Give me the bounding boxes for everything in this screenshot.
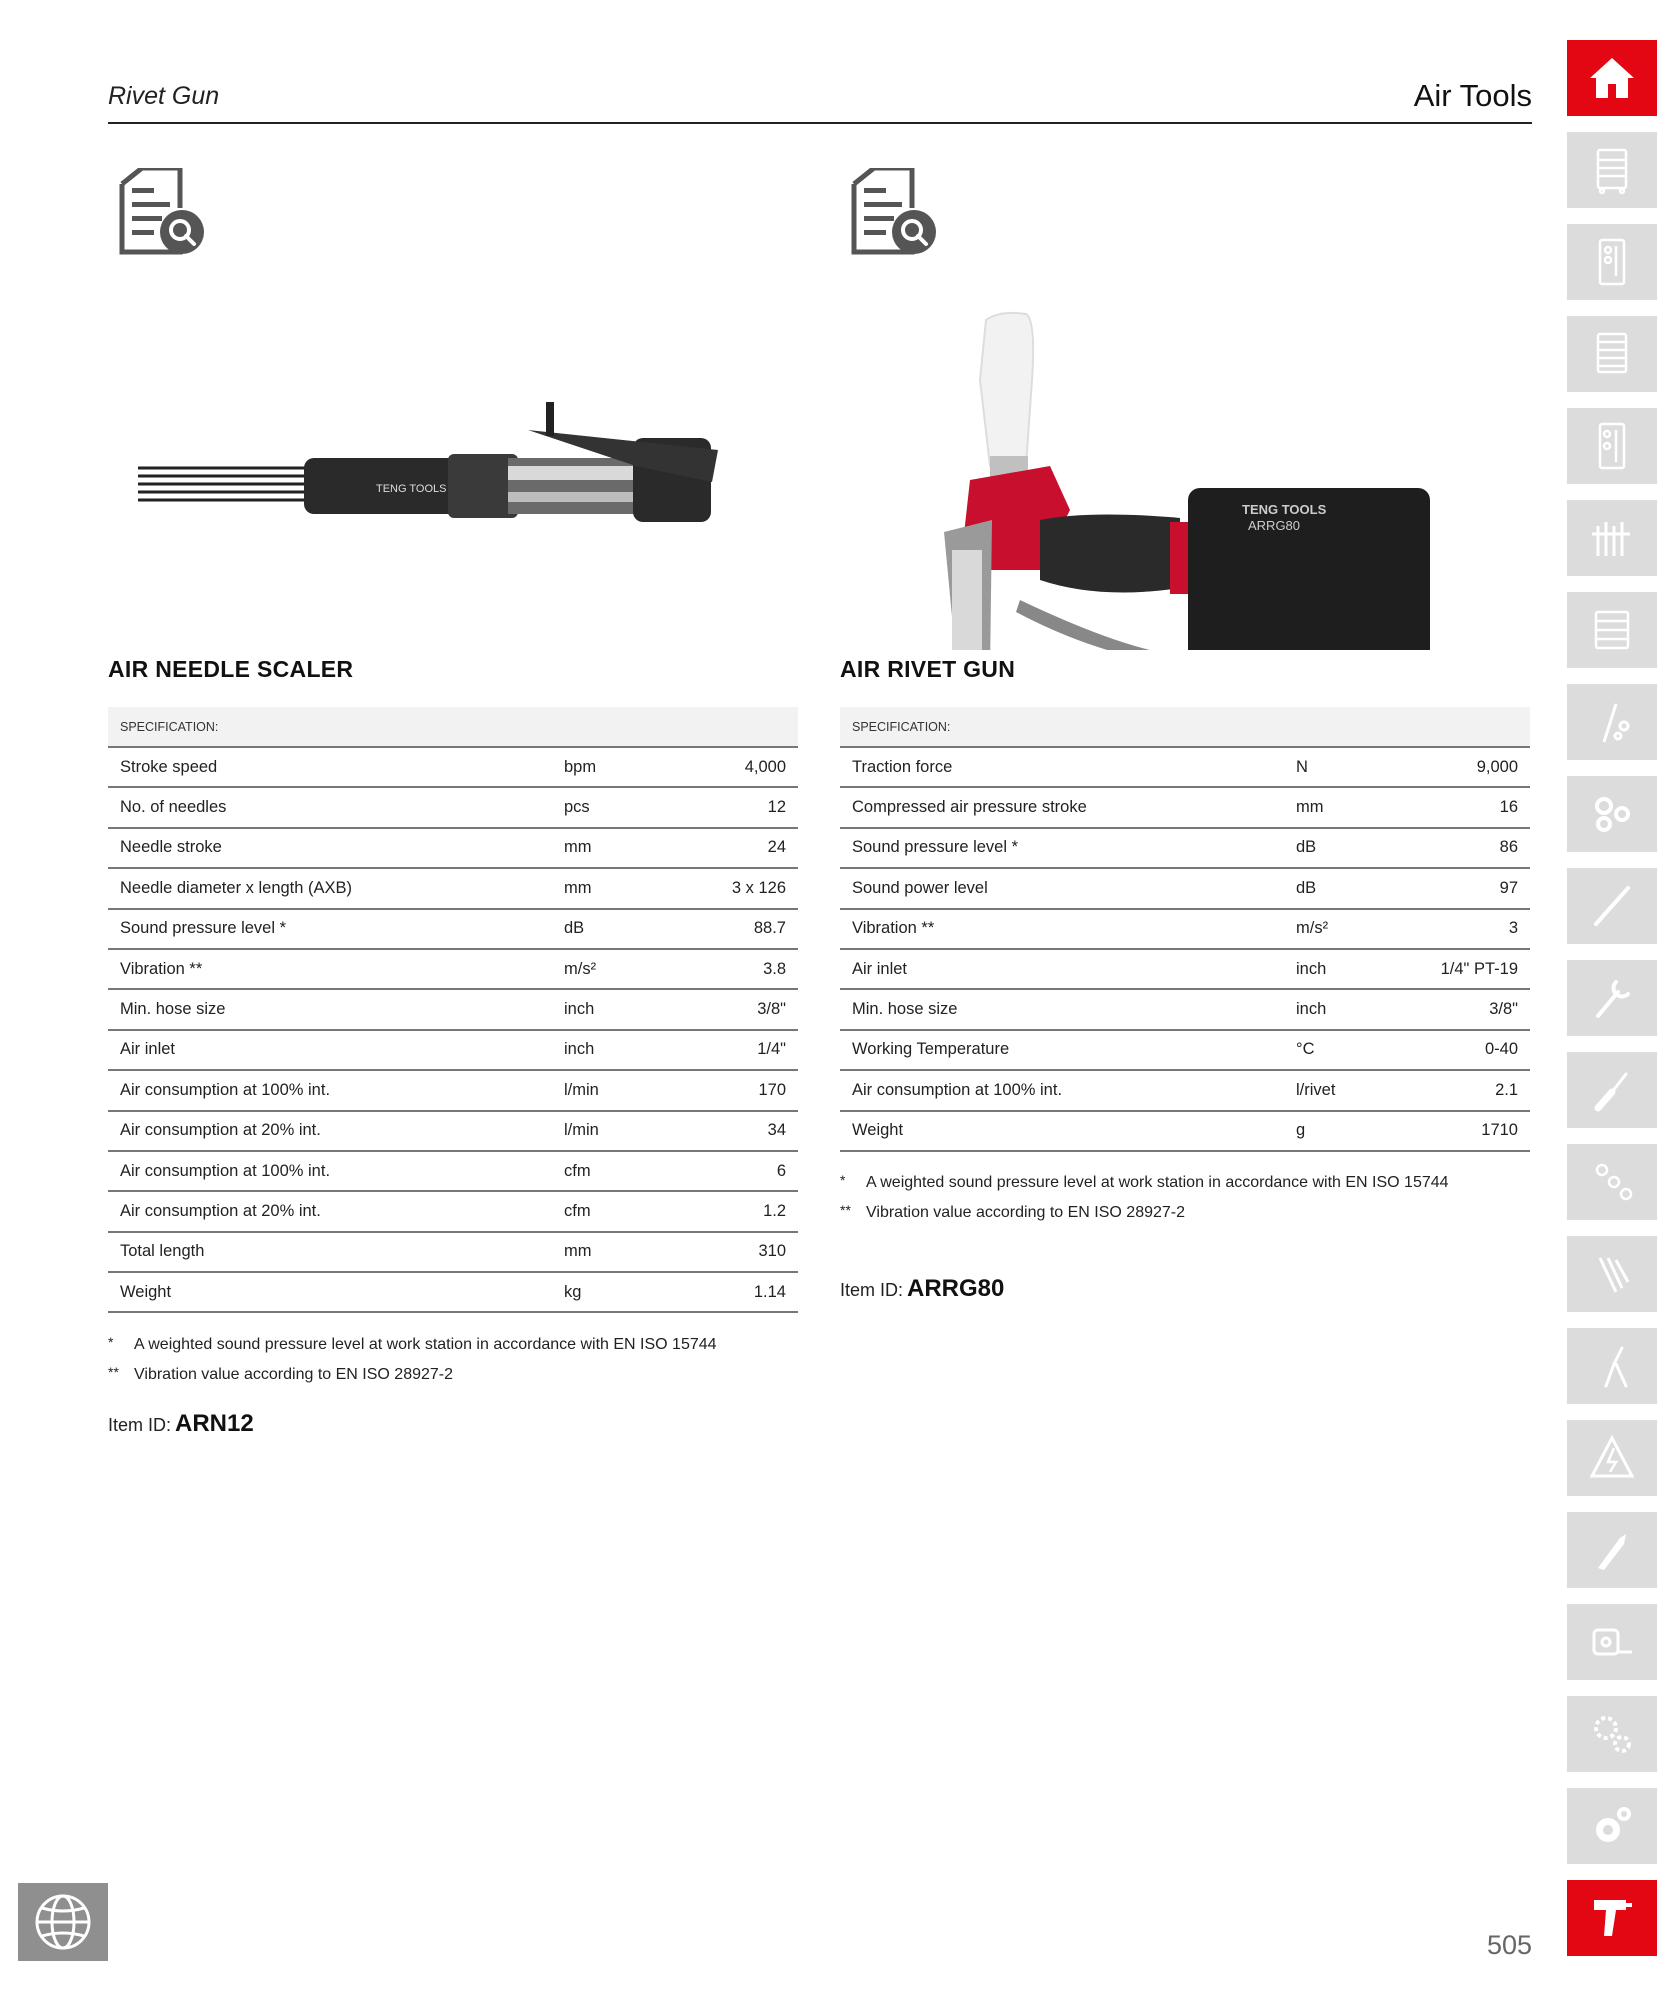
table-row (108, 828, 798, 868)
spanner-icon (1586, 972, 1638, 1024)
footnote-mark: ** (840, 1202, 851, 1218)
page-number: 505 (1486, 1930, 1532, 1960)
spec-unit: inch (564, 1030, 684, 1070)
hex-keys-icon (1586, 1248, 1638, 1300)
air-tool-icon (1586, 1892, 1638, 1944)
spec-value: 4,000 (684, 747, 798, 787)
header-divider (108, 122, 1532, 124)
document-search-icon[interactable] (116, 168, 206, 258)
spec-value: 1710 (1416, 1111, 1530, 1151)
spec-unit: °C (1296, 1030, 1416, 1070)
document-search-icon[interactable] (848, 168, 938, 258)
spec-name: Total length (108, 1232, 564, 1272)
item-id (840, 1275, 1004, 1303)
spec-unit: l/rivet (1296, 1070, 1416, 1110)
footnote-mark: ** (108, 1364, 119, 1380)
footnotes (108, 1330, 717, 1390)
table-row (108, 868, 798, 908)
nav-air-tools[interactable] (1567, 1880, 1657, 1956)
spec-value: 3 x 126 (684, 868, 798, 908)
spec-unit: mm (564, 868, 684, 908)
nav-gears[interactable] (1567, 1696, 1657, 1772)
spec-unit: mm (564, 828, 684, 868)
spec-unit: inch (564, 989, 684, 1029)
spec-unit: mm (564, 1232, 684, 1272)
tool-tray-icon (1586, 236, 1638, 288)
spec-value: 3/8" (1416, 989, 1530, 1029)
spec-value: 0-40 (1416, 1030, 1530, 1070)
spec-value: 2.1 (1416, 1070, 1530, 1110)
footnote-text: Vibration value according to EN ISO 28927-2 (134, 1366, 454, 1383)
spec-header: SPECIFICATION: (108, 707, 798, 747)
spec-name: No. of needles (108, 787, 564, 827)
spec-name: Weight (840, 1111, 1296, 1151)
knife-icon (1586, 1524, 1638, 1576)
product-title: AIR RIVET GUN (840, 656, 1016, 682)
needle-scaler-image (108, 270, 798, 650)
spec-value: 1.2 (684, 1191, 798, 1231)
table-row (108, 989, 798, 1029)
spec-name: Vibration ** (840, 909, 1296, 949)
spec-value: 1.14 (684, 1272, 798, 1312)
nav-tool-cabinet[interactable] (1567, 316, 1657, 392)
spec-name: Needle diameter x length (AXB) (108, 868, 564, 908)
table-row (108, 949, 798, 989)
rivet-gun-brand-label: TENG TOOLS (1242, 502, 1327, 517)
footnote (108, 1360, 717, 1390)
spec-unit: dB (564, 909, 684, 949)
tool-module-icon (1586, 420, 1638, 472)
spec-name: Air consumption at 20% int. (108, 1191, 564, 1231)
spec-name: Air inlet (840, 949, 1296, 989)
spec-name: Min. hose size (108, 989, 564, 1029)
table-row (840, 1070, 1530, 1110)
spec-unit: l/min (564, 1070, 684, 1110)
spec-value: 88.7 (684, 909, 798, 949)
spec-unit: cfm (564, 1191, 684, 1231)
cog-icon (1586, 1800, 1638, 1852)
tool-trolley-icon (1586, 144, 1638, 196)
spec-name: Sound pressure level * (108, 909, 564, 949)
table-row (840, 909, 1530, 949)
footnote-text: A weighted sound pressure level at work station in accordance with EN ISO 15744 (134, 1336, 717, 1353)
table-row (840, 828, 1530, 868)
socket-wrench-icon (1586, 696, 1638, 748)
table-row (840, 868, 1530, 908)
spec-unit: inch (1296, 949, 1416, 989)
spec-table (108, 707, 798, 1313)
spec-unit: pcs (564, 787, 684, 827)
footnote-mark: * (840, 1172, 846, 1188)
nav-bits[interactable] (1567, 1144, 1657, 1220)
nav-knife[interactable] (1567, 1512, 1657, 1588)
nav-tool-trolley[interactable] (1567, 132, 1657, 208)
sockets-icon (1586, 788, 1638, 840)
spec-unit: N (1296, 747, 1416, 787)
spec-name: Air consumption at 20% int. (108, 1111, 564, 1151)
table-row (108, 747, 798, 787)
measuring-tape-icon (1586, 1616, 1638, 1668)
nav-home[interactable] (1567, 40, 1657, 116)
nav-measuring-tape[interactable] (1567, 1604, 1657, 1680)
screwdriver-icon (1586, 1064, 1638, 1116)
spec-name: Weight (108, 1272, 564, 1312)
nav-socket-wrench[interactable] (1567, 684, 1657, 760)
product-title: AIR NEEDLE SCALER (108, 656, 354, 682)
table-row (108, 1030, 798, 1070)
spec-header: SPECIFICATION: (840, 707, 1530, 747)
spec-value: 12 (684, 787, 798, 827)
spec-unit: l/min (564, 1111, 684, 1151)
gears-icon (1586, 1708, 1638, 1760)
spec-value: 1/4" (684, 1030, 798, 1070)
spec-unit: dB (1296, 868, 1416, 908)
spec-value: 3 (1416, 909, 1530, 949)
spec-name: Compressed air pressure stroke (840, 787, 1296, 827)
footnote-text: A weighted sound pressure level at work station in accordance with EN ISO 15744 (866, 1174, 1449, 1191)
spec-unit: bpm (564, 747, 684, 787)
torque-wrench-icon (1586, 880, 1638, 932)
item-id-label: Item ID: (108, 1415, 172, 1435)
spec-name: Air consumption at 100% int. (108, 1070, 564, 1110)
home-icon (1586, 52, 1638, 104)
spec-value: 34 (684, 1111, 798, 1151)
spec-unit: mm (1296, 787, 1416, 827)
spec-name: Air consumption at 100% int. (108, 1151, 564, 1191)
spec-value: 97 (1416, 868, 1530, 908)
spec-name: Air consumption at 100% int. (840, 1070, 1296, 1110)
spec-value: 86 (1416, 828, 1530, 868)
spec-name: Stroke speed (108, 747, 564, 787)
nav-torque-wrench[interactable] (1567, 868, 1657, 944)
spec-table (840, 707, 1530, 1152)
spec-unit: g (1296, 1111, 1416, 1151)
spec-value: 310 (684, 1232, 798, 1272)
table-row (108, 1272, 798, 1312)
spec-name: Traction force (840, 747, 1296, 787)
spec-name: Min. hose size (840, 989, 1296, 1029)
nav-sockets[interactable] (1567, 776, 1657, 852)
table-row (108, 787, 798, 827)
footnotes (840, 1168, 1449, 1228)
spec-unit: dB (1296, 828, 1416, 868)
table-row (108, 1232, 798, 1272)
spec-name: Working Temperature (840, 1030, 1296, 1070)
footnote (840, 1168, 1449, 1198)
table-row (108, 909, 798, 949)
spec-name: Vibration ** (108, 949, 564, 989)
tool-set-icon (1586, 512, 1638, 564)
spec-value: 24 (684, 828, 798, 868)
rivet-gun-image (840, 270, 1530, 650)
nav-screwdriver[interactable] (1567, 1052, 1657, 1128)
spec-name: Needle stroke (108, 828, 564, 868)
table-row (840, 949, 1530, 989)
table-row (108, 1070, 798, 1110)
footnote (108, 1330, 717, 1360)
spec-value: 3.8 (684, 949, 798, 989)
nav-tool-module[interactable] (1567, 408, 1657, 484)
bits-icon (1586, 1156, 1638, 1208)
tool-cabinet-icon (1586, 328, 1638, 380)
table-row (108, 1151, 798, 1191)
spec-value: 6 (684, 1151, 798, 1191)
nav-drawer-unit[interactable] (1567, 592, 1657, 668)
spec-name: Air inlet (108, 1030, 564, 1070)
item-id-value: ARRG80 (907, 1275, 1005, 1302)
electrical-icon (1586, 1432, 1638, 1484)
nav-hex-keys[interactable] (1567, 1236, 1657, 1312)
spec-unit: cfm (564, 1151, 684, 1191)
footnote (840, 1198, 1449, 1228)
spec-value: 170 (684, 1070, 798, 1110)
table-row (108, 1191, 798, 1231)
nav-cog[interactable] (1567, 1788, 1657, 1864)
item-id-value: ARN12 (175, 1410, 254, 1437)
spec-name: Sound pressure level * (840, 828, 1296, 868)
nav-tool-set[interactable] (1567, 500, 1657, 576)
nav-tool-tray[interactable] (1567, 224, 1657, 300)
table-row (840, 747, 1530, 787)
table-row (840, 1030, 1530, 1070)
spec-unit: m/s² (564, 949, 684, 989)
item-id (108, 1410, 254, 1438)
spec-value: 9,000 (1416, 747, 1530, 787)
table-row (108, 1111, 798, 1151)
rivet-gun-model-label: ARRG80 (1248, 518, 1301, 533)
globe-icon (33, 1892, 93, 1952)
table-row (840, 787, 1530, 827)
needle-scaler-brand-label: TENG TOOLS (376, 483, 447, 495)
spec-unit: inch (1296, 989, 1416, 1029)
spec-name: Sound power level (840, 868, 1296, 908)
spec-value: 3/8" (684, 989, 798, 1029)
nav-spanner[interactable] (1567, 960, 1657, 1036)
spec-unit: kg (564, 1272, 684, 1312)
category-title: Air Tools (1413, 78, 1532, 113)
spec-value: 16 (1416, 787, 1530, 827)
drawer-unit-icon (1586, 604, 1638, 656)
website-button[interactable] (18, 1883, 108, 1961)
table-row (840, 989, 1530, 1029)
spec-value: 1/4" PT-19 (1416, 949, 1530, 989)
item-id-label: Item ID: (840, 1280, 904, 1300)
nav-electrical[interactable] (1567, 1420, 1657, 1496)
footnote-mark: * (108, 1334, 114, 1350)
table-row (840, 1111, 1530, 1151)
section-title: Rivet Gun (108, 82, 220, 110)
footnote-text: Vibration value according to EN ISO 28927-2 (866, 1204, 1186, 1221)
pliers-icon (1586, 1340, 1638, 1392)
spec-unit: m/s² (1296, 909, 1416, 949)
nav-pliers[interactable] (1567, 1328, 1657, 1404)
